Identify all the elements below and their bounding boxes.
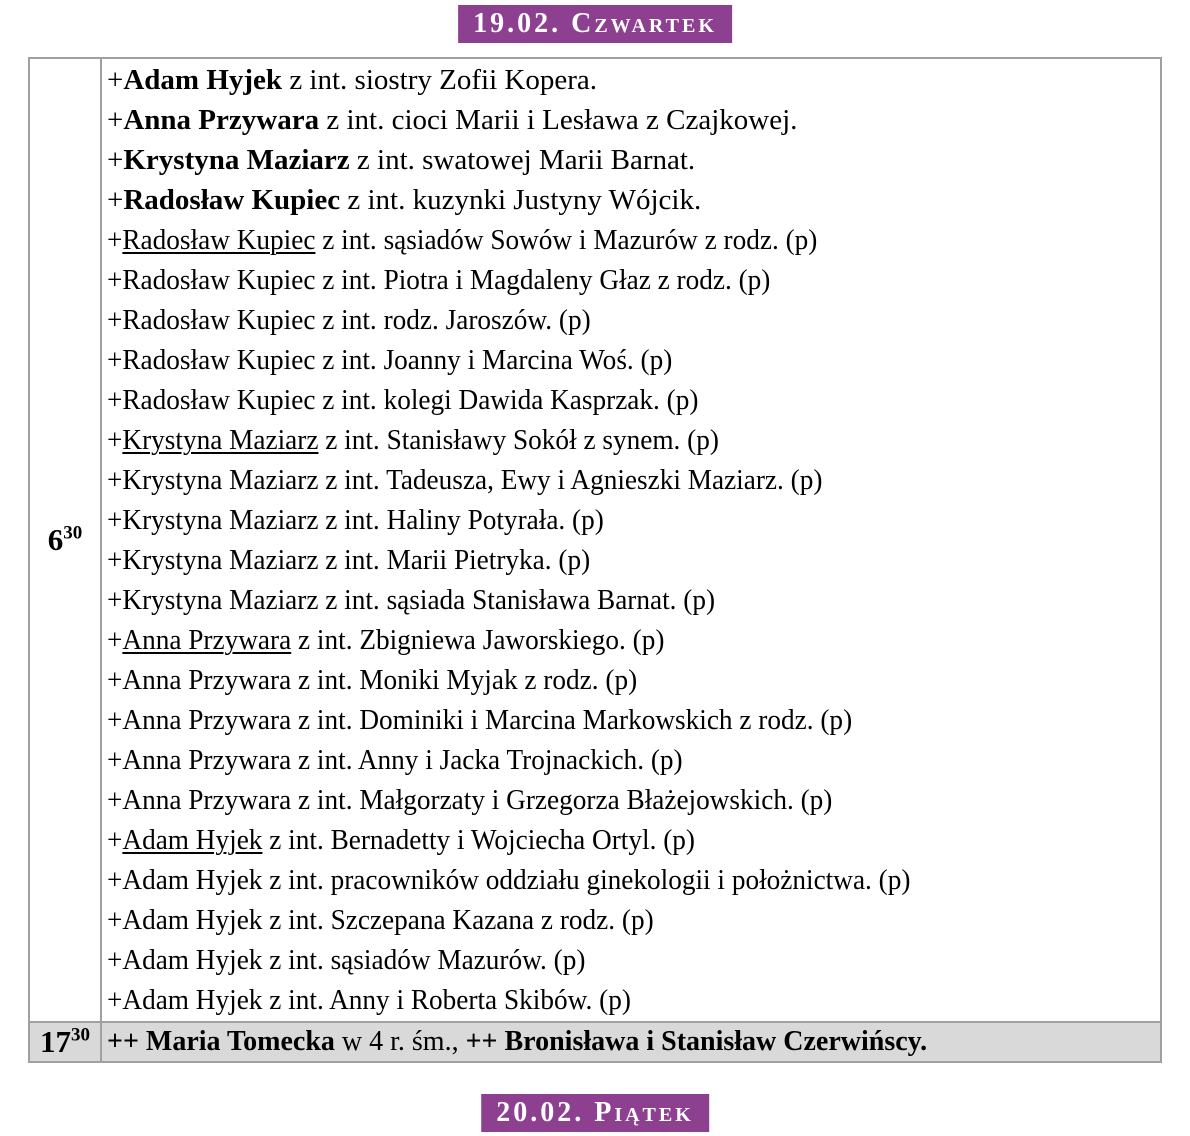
intention-name: Krystyna Maziarz: [123, 144, 350, 176]
intention-name: Krystyna Maziarz: [122, 464, 319, 496]
cross-symbol: +: [107, 544, 123, 576]
intention-name: Anna Przywara: [122, 664, 292, 696]
intention-line: [107, 980, 1097, 1020]
intention-text: z int. rodz. Jaroszów. (p): [315, 304, 591, 336]
intention-line: [107, 820, 1097, 860]
intention-line: [107, 260, 1097, 300]
mass-intentions-table: [28, 57, 1162, 1063]
intention-name: Anna Przywara: [122, 744, 292, 776]
intention-line: [107, 540, 1097, 580]
intention-text: z int. swatowej Marii Barnat.: [349, 144, 696, 176]
intention-line: [107, 340, 1097, 380]
intention-line: [107, 660, 1097, 700]
intention-text: z int. Szczepana Kazana z rodz. (p): [262, 904, 654, 936]
cross-symbol: +: [107, 144, 124, 176]
cross-symbol: +: [107, 304, 123, 336]
intention-text: z int. Bernadetty i Wojciecha Ortyl. (p): [262, 824, 696, 856]
intention-name: Radosław Kupiec: [122, 264, 316, 296]
day-header-label: 19.02. Czwartek: [473, 8, 717, 39]
intention-text: z int. sąsiadów Mazurów. (p): [262, 944, 586, 976]
cross-symbol: +: [107, 344, 123, 376]
intention-name: Adam Hyjek: [122, 984, 263, 1016]
cross-symbol: +: [107, 784, 123, 816]
intention-name: Radosław Kupiec: [123, 184, 341, 216]
intention-text: z int. Anny i Roberta Skibów. (p): [262, 984, 631, 1016]
intention-name: Radosław Kupiec: [122, 304, 316, 336]
intention-text: z int. Moniki Myjak z rodz. (p): [291, 664, 638, 696]
intention-name: Radosław Kupiec: [122, 344, 316, 376]
day-header-label: 20.02. Piątek: [496, 1097, 694, 1128]
intention-name: Krystyna Maziarz: [122, 424, 319, 456]
cross-symbol: +: [107, 104, 124, 136]
cross-symbol: +: [107, 64, 124, 96]
intention-name: Krystyna Maziarz: [122, 504, 319, 536]
intention-name: Anna Przywara: [122, 784, 292, 816]
cross-symbol: +: [107, 904, 123, 936]
intention-name: Adam Hyjek: [122, 904, 263, 936]
time-cell-evening: [30, 1023, 102, 1061]
intention-name: Adam Hyjek: [122, 944, 263, 976]
cross-symbol: +: [107, 944, 123, 976]
table-row-evening: [30, 1021, 1160, 1061]
cross-symbol: +: [107, 704, 123, 736]
day-header-badge-friday: [481, 1094, 709, 1132]
cross-symbol: +: [107, 664, 123, 696]
cross-symbol: +: [107, 584, 123, 616]
cross-symbol: +: [107, 184, 124, 216]
intention-text: z int. Haliny Potyrała. (p): [318, 504, 604, 536]
intention-text: z int. kolegi Dawida Kasprzak. (p): [315, 384, 699, 416]
intention-text: z int. pracowników oddziału ginekologii i położnictwa. (p): [262, 864, 911, 896]
cross-symbol: +: [107, 824, 123, 856]
cross-symbol: +: [107, 624, 123, 656]
cross-symbol: +: [107, 464, 123, 496]
evening-intention-part: w 4 r. śm.,: [334, 1026, 466, 1057]
intention-line: [107, 740, 1097, 780]
intention-text: z int. Małgorzaty i Grzegorza Błażejowskich. (p): [291, 784, 833, 816]
intention-text: z int. siostry Zofii Kopera.: [282, 64, 597, 96]
intention-text: z int. Marii Pietryka. (p): [318, 544, 591, 576]
intention-text: z int. Joanny i Marcina Woś. (p): [315, 344, 673, 376]
intention-text: z int. cioci Marii i Lesława z Czajkowej.: [319, 104, 798, 136]
intentions-list: [102, 59, 1160, 1021]
intention-name: Anna Przywara: [122, 704, 292, 736]
evening-intention-text: [107, 1026, 927, 1058]
intention-line: [107, 140, 1160, 180]
intention-line: [107, 940, 1097, 980]
intention-line: [107, 620, 1097, 660]
intention-line: [107, 60, 1160, 100]
intention-text: z int. kuzynki Justyny Wójcik.: [340, 184, 702, 216]
intention-line: [107, 180, 1160, 220]
intention-line: [107, 100, 1160, 140]
cross-symbol: +: [107, 504, 123, 536]
cross-symbol: +: [107, 984, 123, 1016]
cross-symbol: +: [107, 424, 123, 456]
intention-text: z int. Stanisławy Sokół z synem. (p): [318, 424, 719, 456]
intention-text: z int. sąsiadów Sowów i Mazurów z rodz. (p): [315, 224, 818, 256]
table-row-morning: [30, 59, 1160, 1021]
intention-line: [107, 380, 1097, 420]
intention-name: Anna Przywara: [123, 104, 320, 136]
evening-intention-cell: [102, 1023, 1160, 1061]
cross-symbol: +: [107, 864, 123, 896]
intention-line: [107, 900, 1097, 940]
intention-name: Anna Przywara: [122, 624, 292, 656]
intention-line: [107, 860, 1097, 900]
time-cell-morning: [30, 59, 102, 1021]
intention-text: z int. Tadeusza, Ewy i Agnieszki Maziarz. (p): [318, 464, 823, 496]
intention-name: Adam Hyjek: [123, 64, 283, 96]
intention-line: [107, 500, 1097, 540]
intention-text: z int. Anny i Jacka Trojnackich. (p): [291, 744, 683, 776]
intention-name: Adam Hyjek: [122, 824, 263, 856]
intention-name: Radosław Kupiec: [122, 224, 316, 256]
intention-text: z int. Dominiki i Marcina Markowskich z rodz. (p): [291, 704, 853, 736]
day-header-badge-thursday: [458, 5, 732, 43]
intention-name: Krystyna Maziarz: [122, 544, 319, 576]
mass-time-evening: $17^{30}$: [40, 1024, 90, 1059]
mass-time-morning: $6^{30}$: [47, 522, 83, 557]
cross-symbol: +: [107, 264, 123, 296]
intention-line: [107, 780, 1097, 820]
intention-text: z int. Zbigniewa Jaworskiego. (p): [291, 624, 665, 656]
intention-line: [107, 460, 1097, 500]
evening-intention-part: ++ Maria Tomecka: [107, 1026, 335, 1057]
intention-line: [107, 220, 1097, 260]
intention-line: [107, 420, 1097, 460]
intention-text: z int. sąsiada Stanisława Barnat. (p): [318, 584, 716, 616]
intention-line: [107, 300, 1097, 340]
evening-intention-part: ++ Bronisława i Stanisław Czerwińscy.: [465, 1026, 928, 1057]
intention-name: Adam Hyjek: [122, 864, 263, 896]
intention-text: z int. Piotra i Magdaleny Głaz z rodz. (p): [315, 264, 771, 296]
intention-name: Krystyna Maziarz: [122, 584, 319, 616]
cross-symbol: +: [107, 224, 123, 256]
intention-name: Radosław Kupiec: [122, 384, 316, 416]
cross-symbol: +: [107, 384, 123, 416]
intention-line: [107, 700, 1097, 740]
intention-line: [107, 580, 1097, 620]
cross-symbol: +: [107, 744, 123, 776]
